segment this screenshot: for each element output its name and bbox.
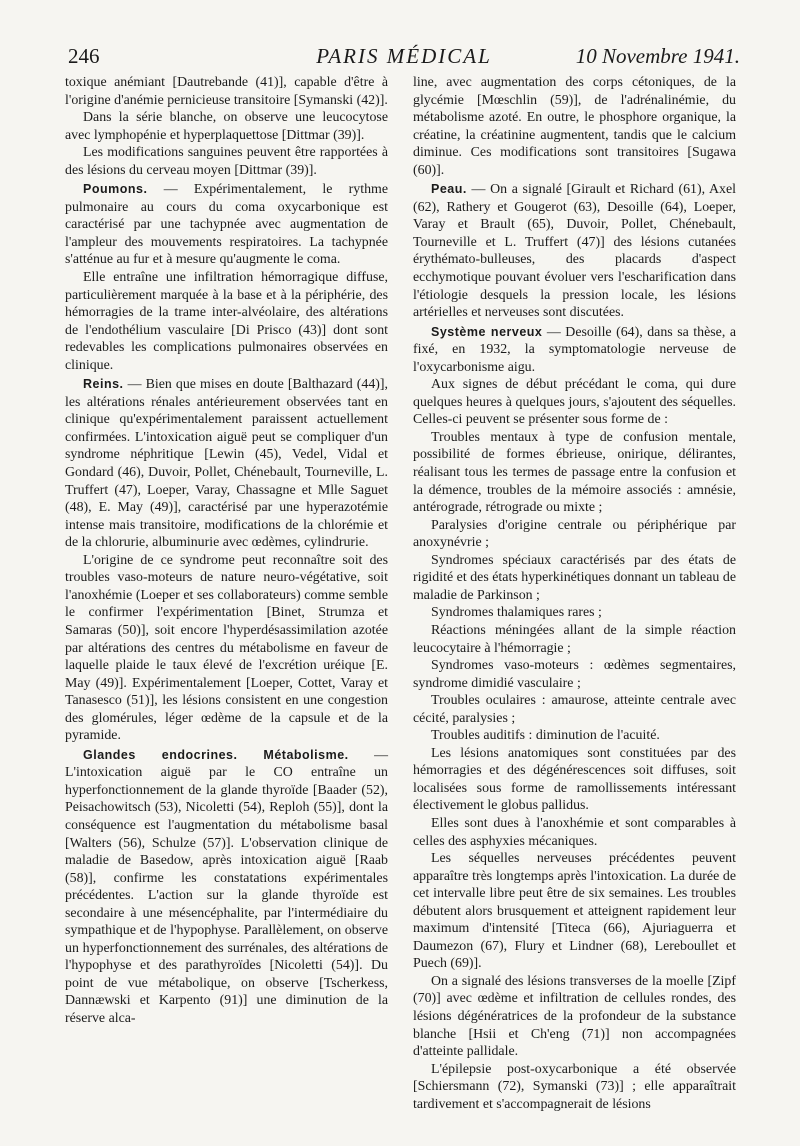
left-column — [65, 74, 388, 1028]
paragraph-text: Syndromes thalamiques rares ; — [431, 605, 602, 621]
paragraph-text: Syndromes vaso-moteurs : œdèmes segmentaires, syndrome dimidié vasculaire ; — [413, 658, 736, 691]
paragraph-text: Les lésions anatomiques sont constituées par des hémorragies et des dégénérescences soit diffuses, soit localisées sous forme de ramollissements intéressant électivement le globus pallidus. — [413, 745, 736, 814]
paragraph — [413, 815, 736, 850]
paragraph-text: — Expérimentalement, le rythme pulmonaire au cours du coma oxycarbonique est caractérisé par une tachypnée avec augmentation de l'ampleur des mouvements respiratoires. La tachypnée s'atténue au fur et à mesure qu'augmente le coma. — [65, 182, 388, 268]
paragraph-text: — On a signalé [Girault et Richard (61), Axel (62), Rathery et Gougerot (63), Desoille (64), Loeper, Varay et Brault (65), Duvoir, Pollet, Chénebault, Tourneville et L. Truffert (47)] des lésions cutanées érythémato-bulleuses, des placards d'aspect ecchymotique pouvant évoluer vers l'escharification dans l'étiologie desquels la pression locale, les lésions artérielles et nerveuses sont discutées. — [413, 182, 736, 321]
paragraph-text: toxique anémiant [Dautrebande (41)], capable d'être à l'origine d'anémie pernicieuse transitoire [Symanski (42)]. — [65, 75, 388, 108]
paragraph — [413, 376, 736, 429]
paragraph — [413, 552, 736, 605]
right-column — [413, 74, 736, 1113]
paragraph — [413, 1061, 736, 1114]
paragraph-text: — Desoille (64), dans sa thèse, a fixé, en 1932, la symptomatologie nerveuse de l'oxycarbonisme aigu. — [413, 324, 736, 375]
paragraph-text: L'origine de ce syndrome peut reconnaître soit des troubles vaso-moteurs de nature neuro-végétative, soit l'anoxhémie (Loeper et ses collaborateurs) comme semble le confirmer l'expérimentation [Binet, Strumza et Samaras (50)], soit encore l'hyperdésassimilation azotée par altérations des centres du métabolisme en faveur de laquelle plaide le taux élevé de l'excrétion uréique [E. May (49)]. Expérimentalement [Loeper, Cottet, Varay et Tanasesco (51)], les lésions consistent en une congestion des glomérules, léger œdème de la capsule et de la pyramide. — [65, 552, 388, 744]
paragraph — [413, 181, 736, 321]
paragraph — [65, 181, 388, 269]
paragraph-text: Les modifications sanguines peuvent être rapportées à des lésions du cerveau moyen [Dittmar (39)]. — [65, 145, 388, 178]
paragraph-text: L'épilepsie post-oxycarbonique a été observée [Schiersmann (72), Symanski (73)] ; elle apparaîtrait tardivement et s'accompagnerait de lésions — [413, 1061, 736, 1112]
paragraph-text: Troubles auditifs : diminution de l'acuité. — [431, 728, 660, 744]
section-heading: Poumons. — [83, 182, 148, 197]
paragraph — [413, 973, 736, 1061]
paragraph — [65, 109, 388, 144]
paragraph — [413, 604, 736, 622]
paragraph — [413, 517, 736, 552]
paragraph — [65, 552, 388, 745]
paragraph-text: Paralysies d'origine centrale ou périphérique par anoxynévrie ; — [413, 517, 736, 551]
paragraph-text: line, avec augmentation des corps cétoniques, de la glycémie [Mœschlin (59)], de l'adrénalinémie, du métabolisme azoté. En outre, le phosphore organique, la créatine, la créatinine augmentent, tandis que le calcium diminue. Ces modifications sont transitoires [Sugawa (60)]. — [413, 75, 736, 178]
paragraph-text: Dans la série blanche, on observe une leucocytose avec lymphopénie et hyperplaquettose [Dittmar (39)]. — [65, 110, 388, 143]
paragraph — [65, 747, 388, 1028]
issue-date: 10 Novembre 1941. — [575, 44, 740, 68]
section-heading: Glandes endocrines. Métabolisme. — [83, 747, 349, 762]
section-heading: Peau. — [431, 182, 467, 197]
section-heading: Système nerveux — [431, 324, 543, 339]
paragraph — [65, 74, 388, 109]
paragraph-text: — Bien que mises en doute [Balthazard (44)], les altérations rénales antérieurement observées tant en clinique qu'expérimentalement paraissent actuellement confirmées. L'intoxication aiguë peut se compliquer d'un syndrome néphritique [Lewin (45), Vedel, Vidal et Gondard (46), Duvoir, Pollet, Chénebault, Tourneville, L. Truffert (47), Loeper, Varay, Chassagne et Mlle Saguet (48), E. May (49)], caractérisé par une hyperazotémie intense mais transitoire, modifications de la chlorémie et de la chlorurie, albuminurie avec œdèmes, cylindrurie. — [65, 377, 388, 551]
paragraph-text: Réactions méningées allant de la simple réaction leucocytaire à l'hémorragie ; — [413, 622, 736, 656]
running-header — [68, 40, 740, 70]
paragraph — [65, 269, 388, 374]
paragraph-text: Aux signes de début précédant le coma, qui dure quelques heures à quelques jours, s'ajoutent des séquelles. Celles-ci peuvent se présenter sous forme de : — [413, 377, 736, 428]
paragraph-text: On a signalé des lésions transverses de la moelle [Zipf (70)] avec œdème et infiltration de cellules rondes, des lésions dégénératrices de la profondeur de la substance blanche [Hsii et Ch'eng (71)] non accompagnées d'atteinte pallidale. — [413, 973, 736, 1060]
paragraph — [413, 324, 736, 377]
paragraph-text: Syndromes spéciaux caractérisés par des états de rigidité et des états hyperkinétiques donnant un tableau de maladie de Parkinson ; — [413, 552, 736, 603]
paragraph-text: — L'intoxication aiguë par le CO entraîne un hyperfonctionnement de la glande thyroïde [Baader (52), Peisachowitsch (53), Nicoletti (54), Reploh (55)], dont la conséquence est l'augmentation du métabolisme basal [Walters (56), Schulze (57)]. L'observation clinique de maladie de Basedow, après intoxication aiguë [Raab (58)], confirme les constatations expérimentales précédentes. L'action sur la glande thyroïde est secondaire à une mésencéphalite, par l'intermédiaire du sympathique et de l'hypophyse. Parallèlement, on observe un hyperfonctionnement des surrénales, des altérations de l'hypophyse et des parathyroïdes [Nicoletti (54)]. Du point de vue métabolique, on observe [Tscherkess, Dannæwski et Karpento (91)] une diminution de la réserve alca- — [65, 747, 388, 1026]
paragraph — [413, 622, 736, 657]
section-heading: Reins. — [83, 377, 124, 392]
journal-title: PARIS MÉDICAL — [316, 44, 492, 68]
paragraph — [413, 692, 736, 727]
page-number: 246 — [68, 44, 100, 68]
paragraph-text: Elle entraîne une infiltration hémorragique diffuse, particulièrement marquée à la base et à la périphérie, des hémorragies de la trame inter-alvéolaire, des altérations de l'endothélium vasculaire [Di Prisco (43)] dont sont redevables les complications pulmonaires observées en clinique. — [65, 270, 388, 373]
paragraph — [413, 850, 736, 973]
paragraph-text: Les séquelles nerveuses précédentes peuvent apparaître très longtemps après l'intoxication. La durée de cet intervalle libre peut être de six semaines. Les troubles débutent alors brusquement et atteignent rapidement leur maximum d'intensité [Titeca (66), Ajuriaguerra et Daumezon (67), Flury et Lindner (68), Lereboullet et Puech (69)]. — [413, 851, 736, 972]
paragraph — [413, 745, 736, 815]
paragraph — [413, 657, 736, 692]
paragraph — [65, 376, 388, 551]
paragraph-text: Troubles mentaux à type de confusion mentale, possibilité de formes ébrieuse, onirique, délirantes, réalisant tous les termes de passage entre la confusion et la démence, troubles de la mémoire associés : amnésie, antérograde, rétrograde ou mixte ; — [413, 429, 736, 516]
paragraph-text: Troubles oculaires : amaurose, atteinte centrale avec cécité, paralysies ; — [413, 693, 736, 726]
paragraph — [413, 74, 736, 179]
paragraph-text: Elles sont dues à l'anoxhémie et sont comparables à celles des asphyxies mécaniques. — [413, 815, 736, 849]
paragraph — [413, 429, 736, 517]
paragraph — [413, 727, 736, 745]
paragraph — [65, 144, 388, 179]
